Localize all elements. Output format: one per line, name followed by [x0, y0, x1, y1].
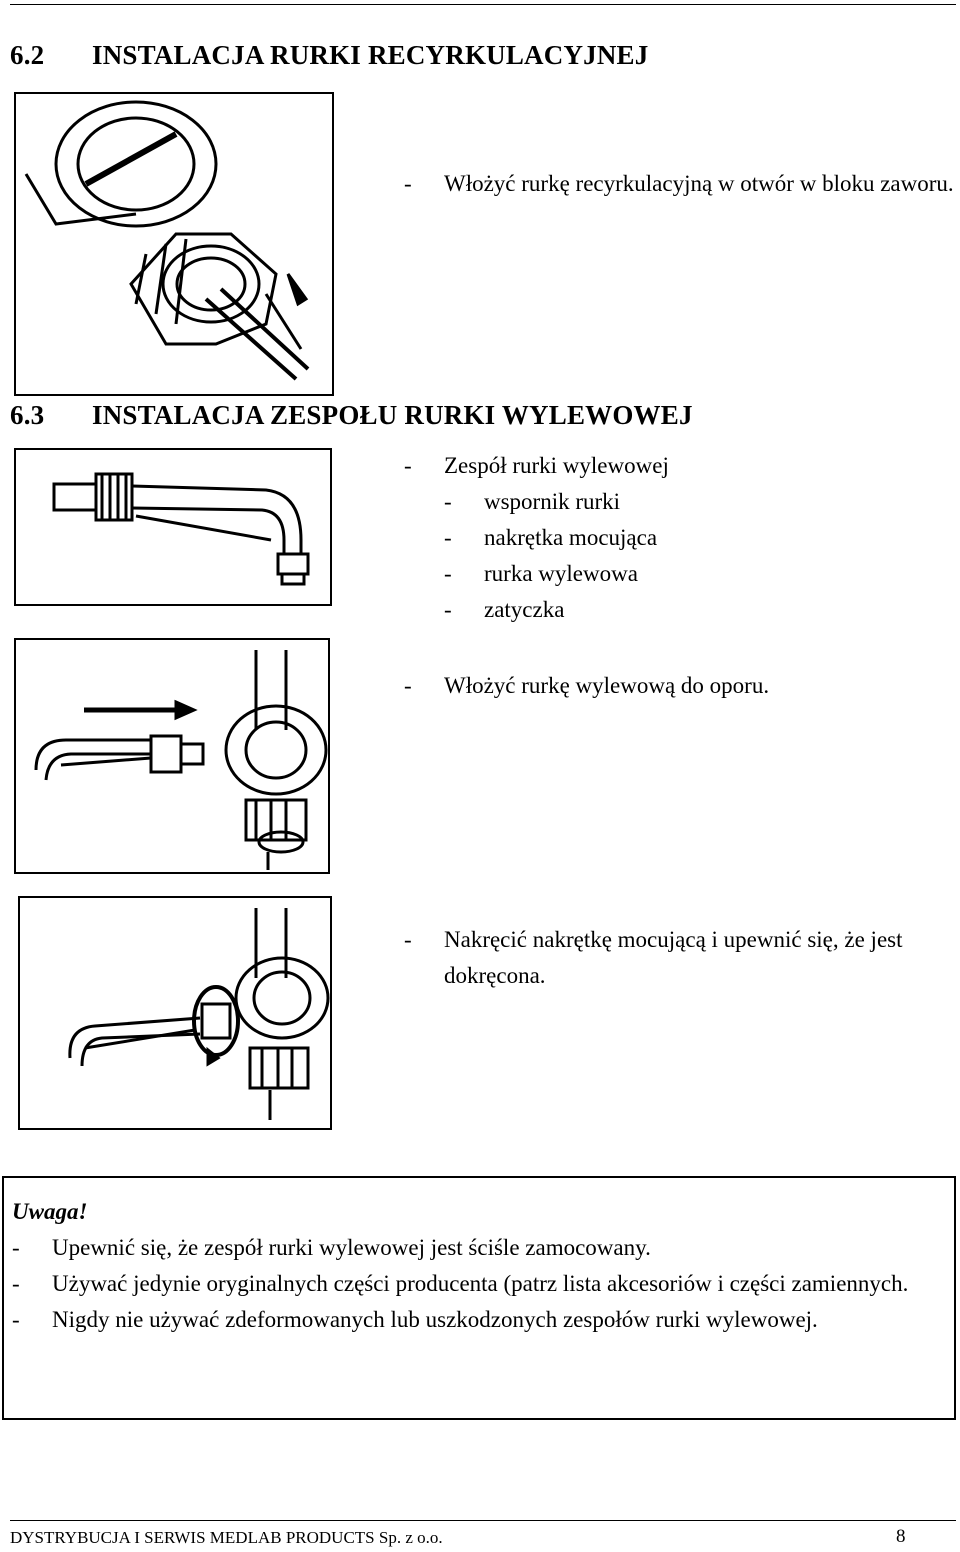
- figure-tighten-nut: [18, 896, 332, 1130]
- list-item: - zatyczka: [444, 597, 565, 622]
- step-tighten-nut: [404, 922, 956, 994]
- list-item: - Używać jedynie oryginalnych części producenta (patrz lista akcesoriów i części zamiennych.: [12, 1271, 909, 1296]
- step-insert-spout: [404, 668, 956, 704]
- list-item: - rurka wylewowa: [444, 561, 638, 586]
- list-item: - Nigdy nie używać zdeformowanych lub uszkodzonych zespołów rurki wylewowej.: [12, 1307, 818, 1332]
- warning-text: Nigdy nie używać zdeformowanych lub uszkodzonych zespołów rurki wylewowej.: [52, 1307, 818, 1332]
- list-item: - Włożyć rurkę recyrkulacyjną w otwór w bloku zaworu.: [404, 171, 954, 196]
- figure-spout-assembly: [14, 448, 332, 606]
- step-insert-recirculation: [404, 166, 956, 202]
- recirculation-tube-illustration: [16, 94, 332, 394]
- top-rule: [10, 4, 956, 5]
- list-item: - Upewnić się, że zespół rurki wylewowej jest ściśle zamocowany.: [12, 1235, 651, 1260]
- warning-text: Używać jedynie oryginalnych części producenta (patrz lista akcesoriów i części zamiennych.: [52, 1271, 909, 1296]
- list-item: - Zespół rurki wylewowej: [404, 453, 669, 478]
- tighten-nut-illustration: [20, 898, 330, 1128]
- section-number: 6.3: [10, 400, 45, 430]
- footer-company: DYSTRYBUCJA I SERWIS MEDLAB PRODUCTS Sp. z o.o.: [10, 1528, 443, 1547]
- figure-recirculation-tube: [14, 92, 334, 396]
- list-item: - Włożyć rurkę wylewową do oporu.: [404, 673, 770, 698]
- section-title: INSTALACJA ZESPOŁU RURKI WYLEWOWEJ: [92, 400, 693, 430]
- spout-assembly-illustration: [16, 450, 330, 604]
- warning-text: Upewnić się, że zespół rurki wylewowej jest ściśle zamocowany.: [52, 1235, 651, 1260]
- list-item: - wspornik rurki: [444, 489, 621, 514]
- assembly-label: Zespół rurki wylewowej: [444, 453, 669, 478]
- part-label: rurka wylewowa: [484, 561, 638, 586]
- part-label: zatyczka: [484, 597, 565, 622]
- insert-spout-illustration: [16, 640, 328, 872]
- section-heading-6-2: [10, 40, 648, 71]
- part-label: nakrętka mocująca: [484, 525, 658, 550]
- footer-rule: [10, 1520, 956, 1521]
- list-item: - nakrętka mocująca: [444, 525, 658, 550]
- step-text: Nakręcić nakrętkę mocującą i upewnić się, że jest dokręcona.: [444, 927, 903, 988]
- section-title: INSTALACJA RURKI RECYRKULACYJNEJ: [92, 40, 649, 70]
- section-heading-6-3: [10, 400, 693, 431]
- warning-box: [2, 1176, 956, 1420]
- page-number: 8: [896, 1526, 906, 1547]
- figure-insert-spout: [14, 638, 330, 874]
- part-label: wspornik rurki: [484, 489, 621, 514]
- warning-title: Uwaga!: [12, 1199, 88, 1224]
- section-number: 6.2: [10, 40, 45, 70]
- list-item: - Nakręcić nakrętkę mocującą i upewnić się, że jest dokręcona.: [404, 927, 903, 988]
- step-text: Włożyć rurkę recyrkulacyjną w otwór w bloku zaworu.: [444, 171, 954, 196]
- step-text: Włożyć rurkę wylewową do oporu.: [444, 673, 770, 698]
- spout-parts-list: [404, 448, 956, 628]
